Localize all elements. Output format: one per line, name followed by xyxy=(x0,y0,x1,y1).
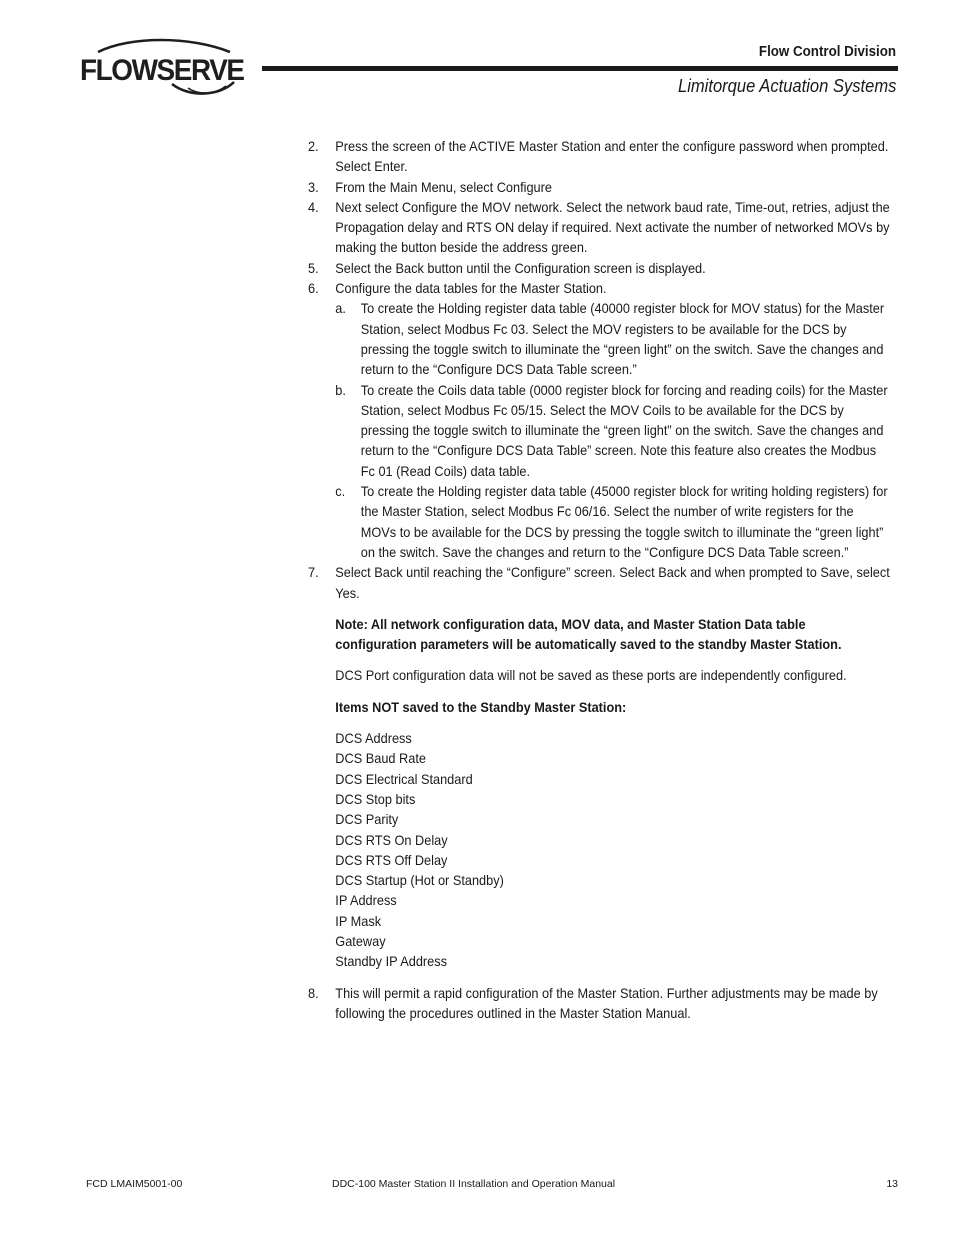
not-saved-item: DCS Stop bits xyxy=(335,790,416,807)
footer-page-number: 13 xyxy=(886,1178,898,1190)
substep-item-number: c. xyxy=(335,483,346,500)
not-saved-item: DCS Startup (Hot or Standby) xyxy=(335,872,504,889)
step-list xyxy=(308,136,890,298)
dcs-port-paragraph: DCS Port configuration data will not be saved as these ports are independently configured. xyxy=(335,667,847,684)
step-item-number: 3. xyxy=(308,178,319,195)
step-item-5 xyxy=(308,278,890,298)
step-item-1 xyxy=(308,136,890,177)
not-saved-item: Standby IP Address xyxy=(335,953,447,970)
logo-wordmark: FLOWSERVE xyxy=(80,54,244,87)
main-content xyxy=(308,136,908,1023)
substep-item-number: b. xyxy=(335,381,346,398)
step-item-number: 4. xyxy=(308,198,319,215)
step-item-8 xyxy=(308,983,890,1024)
step-item-number: 2. xyxy=(308,138,319,154)
substep-item-text: To create the Coils data table (0000 register block for forcing and reading coils) for the Master Station, select Modbus Fc 05/15. Select the MOV Coils to be available for the DCS by pressing the toggle switch to illuminate the “green light” on the switch. Save the changes and return to the “Configure DCS Data Table” screen. Note this feature also creates the Modbus Fc 01 (Read Coils) data table. xyxy=(360,381,888,479)
step-item-3 xyxy=(308,197,890,258)
substep-item-1 xyxy=(335,298,890,379)
note-paragraph: Note: All network configuration data, MOV data, and Master Station Data table configuration parameters will be automatically saved to the standby Master Station. xyxy=(335,615,842,653)
substep-item-text: To create the Holding register data table (45000 register block for writing holding registers) for the Master Station, select Modbus Fc 06/16. Select the number of write registers for the MOVs to be available for the DCS by pressing the toggle switch to illuminate the “green light” on the switch. Save the changes and return to the “Configure DCS Data Table screen.” xyxy=(360,483,888,560)
footer-doc-code: FCD LMAIM5001-00 xyxy=(86,1178,183,1190)
step-item-2 xyxy=(308,177,890,197)
step-number: 7. xyxy=(308,564,319,581)
step-item-text: Next select Configure the MOV network. Select the network baud rate, Time-out, retries, adjust the Propagation delay and RTS ON delay if required. Next activate the number of networked MOVs by making the button beside the address green. xyxy=(335,198,890,256)
not-saved-item: DCS Baud Rate xyxy=(335,750,426,767)
not-saved-item: DCS RTS On Delay xyxy=(335,831,448,848)
step-item-text: Configure the data tables for the Master Station. xyxy=(335,280,607,297)
not-saved-item: Gateway xyxy=(335,932,386,949)
not-saved-item: DCS Electrical Standard xyxy=(335,770,473,787)
header-rule xyxy=(262,66,898,71)
flowserve-logo xyxy=(80,38,242,100)
step-item-text: From the Main Menu, select Configure xyxy=(335,178,552,195)
step-item-text: Press the screen of the ACTIVE Master Station and enter the configure password when prompted. Select Enter. xyxy=(335,138,889,175)
substep-item-2 xyxy=(335,380,890,481)
not-saved-item: IP Mask xyxy=(335,912,382,929)
not-saved-item: IP Address xyxy=(335,892,397,909)
division-title: Flow Control Division xyxy=(758,44,896,60)
substep-list xyxy=(308,298,890,562)
step-item-number: 5. xyxy=(308,259,319,276)
step-number: 8. xyxy=(308,984,319,1001)
step-item-text: Select the Back button until the Configuration screen is displayed. xyxy=(335,259,706,276)
step-item-number: 6. xyxy=(308,280,319,297)
step-item-7 xyxy=(308,562,890,603)
substep-item-text: To create the Holding register data table (40000 register block for MOV status) for the Master Station, select Modbus Fc 03. Select the MOV registers to be available for the DCS by pressing the toggle switch to illuminate the “green light” on the switch. Save the changes and return to the “Configure DCS Data Table screen.” xyxy=(360,300,885,378)
not-saved-heading: Items NOT saved to the Standby Master Station: xyxy=(335,698,627,715)
not-saved-item: DCS Address xyxy=(335,730,412,747)
step-text: This will permit a rapid configuration of the Master Station. Further adjustments may be made by following the procedures outlined in the Master Station Manual. xyxy=(335,984,878,1021)
not-saved-list xyxy=(335,728,890,972)
substep-item-3 xyxy=(335,481,890,562)
not-saved-item: DCS RTS Off Delay xyxy=(335,851,448,868)
systems-subtitle: Limitorque Actuation Systems xyxy=(677,76,896,96)
step-text: Select Back until reaching the “Configure” screen. Select Back and when prompted to Save, select Yes. xyxy=(335,564,890,601)
footer-manual-title: DDC-100 Master Station II Installation and Operation Manual xyxy=(332,1178,616,1190)
substep-item-number: a. xyxy=(335,300,346,317)
step-item-4 xyxy=(308,258,890,278)
not-saved-item: DCS Parity xyxy=(335,811,399,828)
content-body xyxy=(308,136,890,1023)
